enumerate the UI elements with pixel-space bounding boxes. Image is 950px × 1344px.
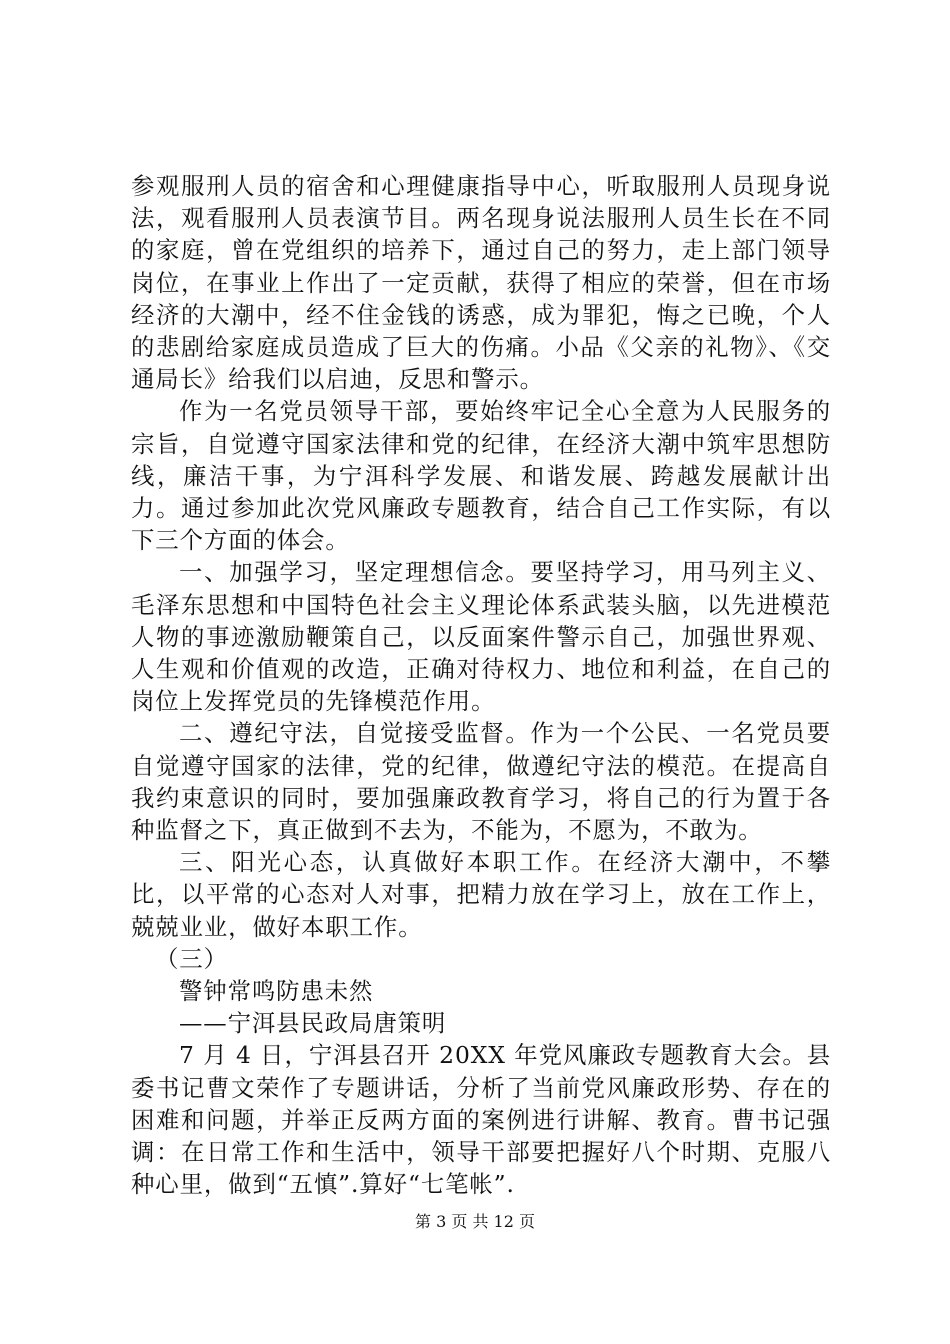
section-title: 警钟常鸣防患未然 (179, 977, 374, 1006)
body-paragraph-commitment: 作为一名党员领导干部，要始终牢记全心全意为人民服务的宗旨，自觉遵守国家法律和党的纪律，在经济大潮中筑牢思想防线，廉洁干事，为宁洱科学发展、和谐发展、跨越发展献计出力。通过参加此次党风廉政专题教育，结合自己工作实际，有以下三个方面的体会。 (131, 397, 831, 555)
section-number: （三） (155, 944, 228, 973)
body-paragraph-point-two: 二、遵纪守法，自觉接受监督。作为一个公民、一名党员要自觉遵守国家的法律，党的纪律，做遵纪守法的模范。在提高自我约束意识的同时，要加强廉政教育学习，将自己的行为置于各种监督之下，真正做到不去为，不能为，不愿为，不敢为。 (131, 719, 831, 845)
section-author: ——宁洱县民政局唐策明 (179, 1009, 447, 1038)
body-paragraph-point-one: 一、加强学习，坚定理想信念。要坚持学习，用马列主义、毛泽东思想和中国特色社会主义理论体系武装头脑，以先进模范人物的事迹激励鞭策自己，以反面案件警示自己，加强世界观、人生观和价值观的改造，正确对待权力、地位和利益，在自己的岗位上发挥党员的先锋模范作用。 (131, 558, 831, 716)
document-body (131, 170, 831, 1201)
body-paragraph-continued: 参观服刑人员的宿舍和心理健康指导中心，听取服刑人员现身说法，观看服刑人员表演节目。两名现身说法服刑人员生长在不同的家庭，曾在党组织的培养下，通过自己的努力，走上部门领导岗位，在事业上作出了一定贡献，获得了相应的荣誉，但在市场经济的大潮中，经不住金钱的诱惑，成为罪犯，悔之已晚，个人的悲剧给家庭成员造成了巨大的伤痛。小品《父亲的礼物》、《交通局长》给我们以启迪，反思和警示。 (131, 172, 831, 394)
body-paragraph-meeting: 7 月 4 日，宁洱县召开 20XX 年党风廉政专题教育大会。县委书记曹文荣作了专题讲话，分析了当前党风廉政形势、存在的困难和问题，并举正反两方面的案例进行讲解、教育。曹书记强调：在日常工作和生活中，领导干部要把握好八个时期、克服八种心里，做到“五慎”.算好“七笔帐”. (131, 1041, 831, 1199)
body-paragraph-point-three: 三、阳光心态，认真做好本职工作。在经济大潮中，不攀比，以平常的心态对人对事，把精力放在学习上，放在工作上，兢兢业业，做好本职工作。 (131, 848, 831, 941)
page-number-footer: 第 3 页 共 12 页 (415, 1212, 535, 1231)
